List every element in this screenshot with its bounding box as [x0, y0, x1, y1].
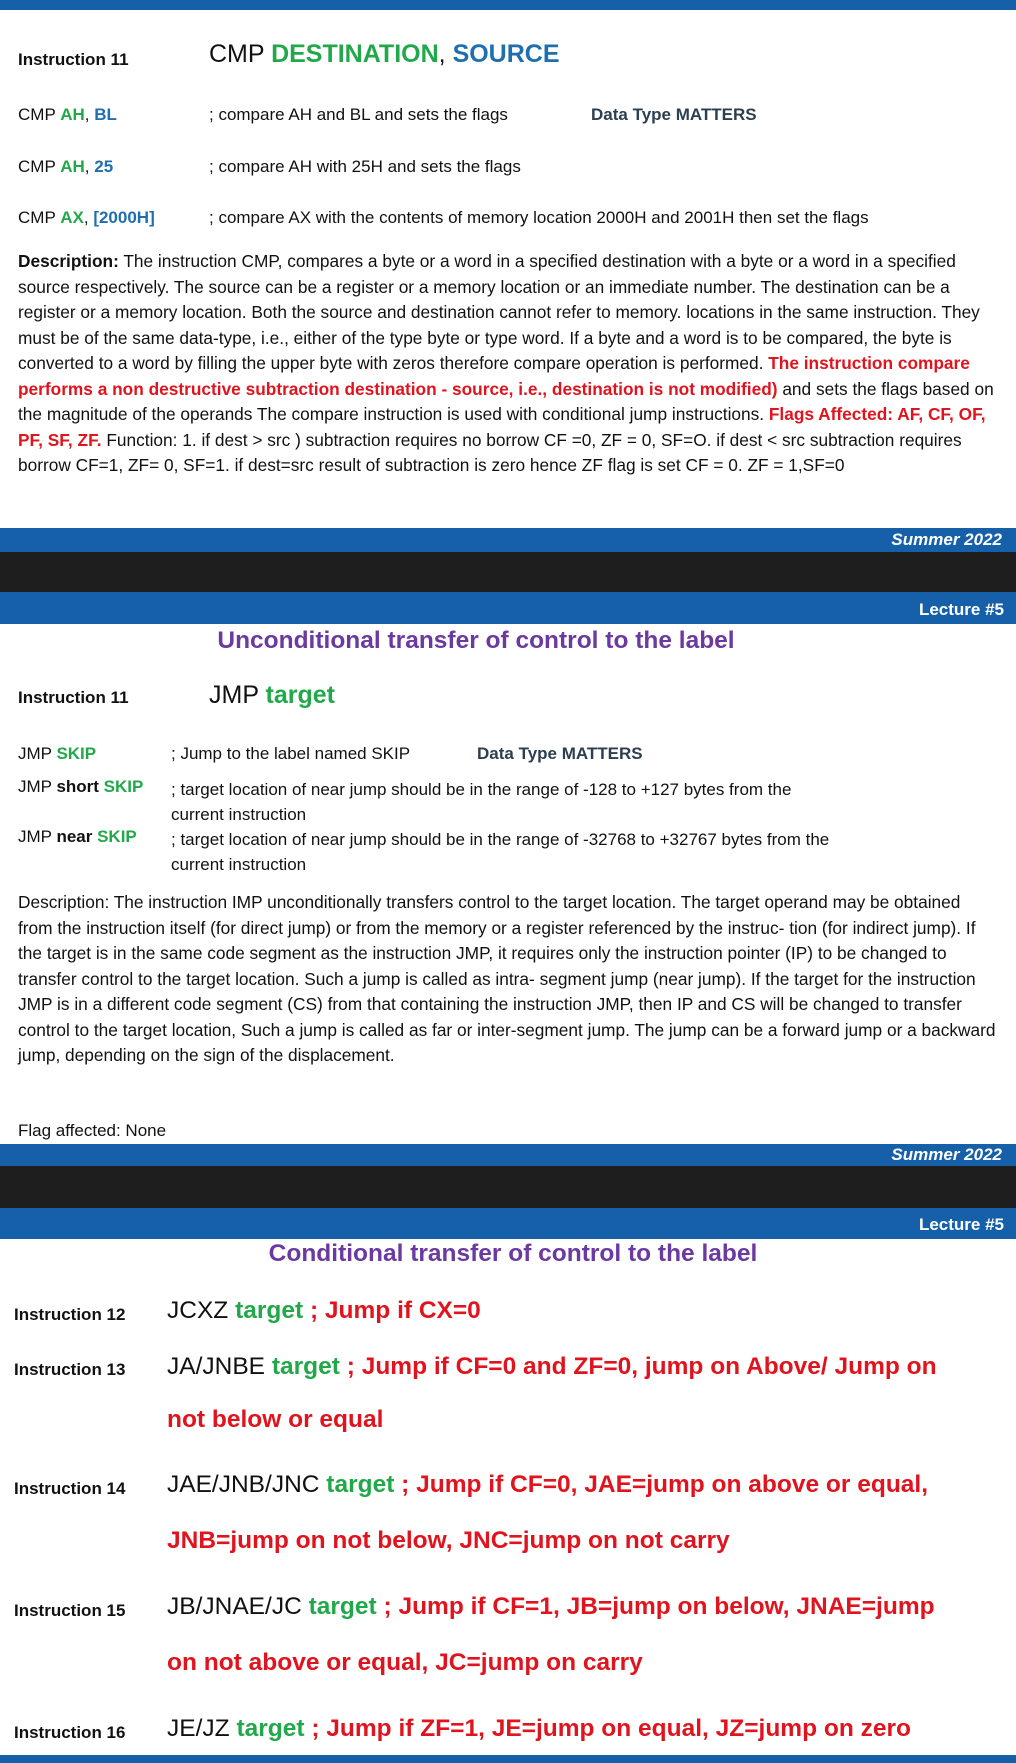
- syntax-sep: ,: [438, 40, 446, 68]
- instruction-label: Instruction 16: [14, 1723, 126, 1742]
- syntax-source: SOURCE: [452, 40, 560, 68]
- footer-term: Summer 2022: [891, 530, 1002, 549]
- example-comment: ; compare AH and BL and sets the flags: [209, 105, 508, 124]
- example-src: 25: [94, 157, 114, 176]
- slide1-top-bar: [0, 0, 1016, 10]
- instruction-label: Instruction 14: [14, 1479, 126, 1498]
- slide2-footer-bar: [0, 1144, 1016, 1166]
- example-line: [18, 157, 113, 177]
- example-op: CMP: [18, 208, 56, 227]
- description-highlight: The instruction compare performs a non destructive subtraction destination - source, i.e., destination is not modified): [18, 353, 970, 399]
- description-paragraph: Description: The instruction IMP unconditionally transfers control to the target location. The target operand may be obtained from the instruction itself (for direct jump) or from the memory or a register referenced by the instruc- tion (for indirect jump). If the target is in the same code segment as the instruction JMP, it requires only the instruction pointer (IP) to be changed to transfer control to the target location. Such a jump is called as intra- segment jump (near jump). If the target for the instruction JMP is in a different code segment (CS) from that containing the instruction JMP, then IP and CS will be changed to transfer control to the target location, Such a jump is called as far or inter-segment jump. The jump can be a forward jump or a backward jump, depending on the sign of the displacement.: [18, 892, 996, 1065]
- example-label: SKIP: [56, 744, 97, 763]
- instruction-label: Instruction 13: [14, 1360, 126, 1379]
- cond-arg: target: [235, 1297, 304, 1324]
- example-src: [2000H]: [93, 208, 155, 227]
- example-op: CMP: [18, 105, 56, 124]
- description-label: Description:: [18, 251, 119, 271]
- example-comment: ; compare AH with 25H and sets the flags: [209, 157, 521, 176]
- cond-comment: ; Jump if ZF=1, JE=jump on equal, JZ=jump on zero: [311, 1715, 911, 1742]
- example-line: [18, 777, 143, 797]
- slide3-footer-bar: [0, 1755, 1016, 1763]
- cond-comment: ; Jump if CF=0, JAE=jump on above or equal,: [401, 1471, 929, 1498]
- cond-op: JB/JNAE/JC: [167, 1593, 302, 1620]
- cond-comment: ; Jump if CF=1, JB=jump on below, JNAE=jump: [383, 1593, 935, 1620]
- comment-line: ; target location of near jump should be in the range of -128 to +127 bytes from the: [171, 780, 792, 799]
- comment-line: ; target location of near jump should be in the range of -32768 to +32767 bytes from the: [171, 830, 830, 849]
- cond-arg: target: [271, 1353, 340, 1380]
- lecture-number: Lecture #5: [918, 600, 1004, 619]
- instruction-label: Instruction 11: [18, 688, 129, 707]
- cond-arg: target: [326, 1471, 395, 1498]
- example-comment: [171, 827, 829, 877]
- cond-line: [167, 1353, 937, 1381]
- syntax-destination: DESTINATION: [271, 40, 439, 68]
- cond-op: JE/JZ: [167, 1715, 230, 1742]
- cond-comment: ; Jump if CF=0 and ZF=0, jump on Above/ Jump on: [346, 1353, 937, 1380]
- slide1: [0, 10, 1016, 528]
- comment-line: current instruction: [171, 805, 307, 824]
- cond-comment-cont: not below or equal: [167, 1406, 384, 1433]
- example-op: CMP: [18, 157, 56, 176]
- example-line: [18, 208, 155, 228]
- example-comment: [171, 777, 791, 827]
- example-src: BL: [94, 105, 117, 124]
- cond-line: [167, 1297, 481, 1325]
- syntax-op: CMP: [209, 40, 265, 68]
- example-sep: ,: [84, 157, 90, 176]
- instruction-label: Instruction 15: [14, 1601, 126, 1620]
- example-label: SKIP: [103, 777, 144, 796]
- example-label: SKIP: [97, 827, 137, 846]
- syntax-line: [209, 40, 560, 69]
- cond-op: JCXZ: [167, 1297, 229, 1324]
- instruction-label: Instruction 11: [18, 50, 129, 69]
- cond-arg: target: [308, 1593, 377, 1620]
- example-dest: AH: [60, 105, 85, 124]
- cond-comment-cont: JNB=jump on not below, JNC=jump on not carry: [167, 1527, 730, 1554]
- slide2-header-bar: [0, 592, 1016, 624]
- slide3-header-bar: [0, 1208, 1016, 1239]
- data-type-note: Data Type MATTERS: [591, 105, 757, 124]
- example-sep: ,: [83, 208, 89, 227]
- example-op: JMP: [18, 827, 52, 846]
- slide-title: Unconditional transfer of control to the label: [217, 627, 735, 654]
- slide2: [0, 624, 1016, 1144]
- example-line: [18, 827, 137, 847]
- comment-line: current instruction: [171, 855, 307, 874]
- slide3: [0, 1239, 1016, 1755]
- data-type-note: Data Type MATTERS: [477, 744, 643, 763]
- syntax-line: [209, 681, 335, 710]
- lecture-number: Lecture #5: [918, 1215, 1004, 1234]
- example-comment: ; Jump to the label named SKIP: [171, 744, 411, 763]
- slide-title: Conditional transfer of control to the label: [268, 1240, 758, 1267]
- cond-comment: ; Jump if CX=0: [309, 1297, 481, 1324]
- cond-line: [167, 1715, 911, 1743]
- cond-op: JAE/JNB/JNC: [167, 1471, 320, 1498]
- instruction-label: Instruction 12: [14, 1305, 126, 1324]
- example-modifier: near: [56, 827, 93, 846]
- example-dest: AX: [60, 208, 84, 227]
- syntax-op: JMP: [209, 681, 259, 709]
- cond-arg: target: [236, 1715, 305, 1742]
- cond-comment-cont: on not above or equal, JC=jump on carry: [167, 1649, 643, 1676]
- flags-affected: Flag affected: None: [18, 1121, 167, 1140]
- example-op: JMP: [18, 744, 52, 763]
- example-comment: ; compare AX with the contents of memory location 2000H and 2001H then set the flags: [209, 208, 869, 227]
- example-line: [18, 105, 117, 125]
- example-op: JMP: [18, 777, 52, 796]
- footer-term: Summer 2022: [891, 1145, 1002, 1164]
- syntax-arg: target: [265, 681, 335, 709]
- flags-affected: Flags Affected: AF, CF, OF, PF, SF, ZF.: [18, 404, 986, 450]
- cond-op: JA/JNBE: [167, 1353, 266, 1380]
- slide-gap: [0, 552, 1016, 592]
- slide1-footer-bar: [0, 528, 1016, 552]
- description-text: Function: 1. if dest > src ) subtraction requires no borrow CF =0, ZF = 0, SF=O. if dest < src subtraction requires borrow CF=1, ZF= 0, SF=1. if dest=src result of subtraction is zero hence ZF flag is set CF = 0. ZF = 1,SF=0: [18, 429, 962, 475]
- description-text: The instruction CMP, compares a byte or a word in a specified destination with a byte or a word in a specified source respectively. The source can be a register or a memory location or an immediate number. The destination can be a register or a memory location. Both the source and destination cannot refer to memory. locations in the same instruction. They must be of the same data-type, i.e., either of the type byte or type word. If a byte and a word is to be compared, the byte is converted to a word by filling the upper byte with zeros therefore compare operation is performed.: [18, 251, 980, 373]
- cond-line: [167, 1593, 935, 1621]
- cond-line: [167, 1471, 928, 1499]
- description-text: and sets the flags based on the magnitude of the operands The compare instruction is used with conditional jump instructions.: [18, 378, 994, 424]
- slide-gap: [0, 1166, 1016, 1208]
- example-dest: AH: [60, 157, 85, 176]
- example-sep: ,: [84, 105, 90, 124]
- example-line: [18, 744, 96, 764]
- description-paragraph: [18, 249, 998, 479]
- example-modifier: short: [56, 777, 99, 796]
